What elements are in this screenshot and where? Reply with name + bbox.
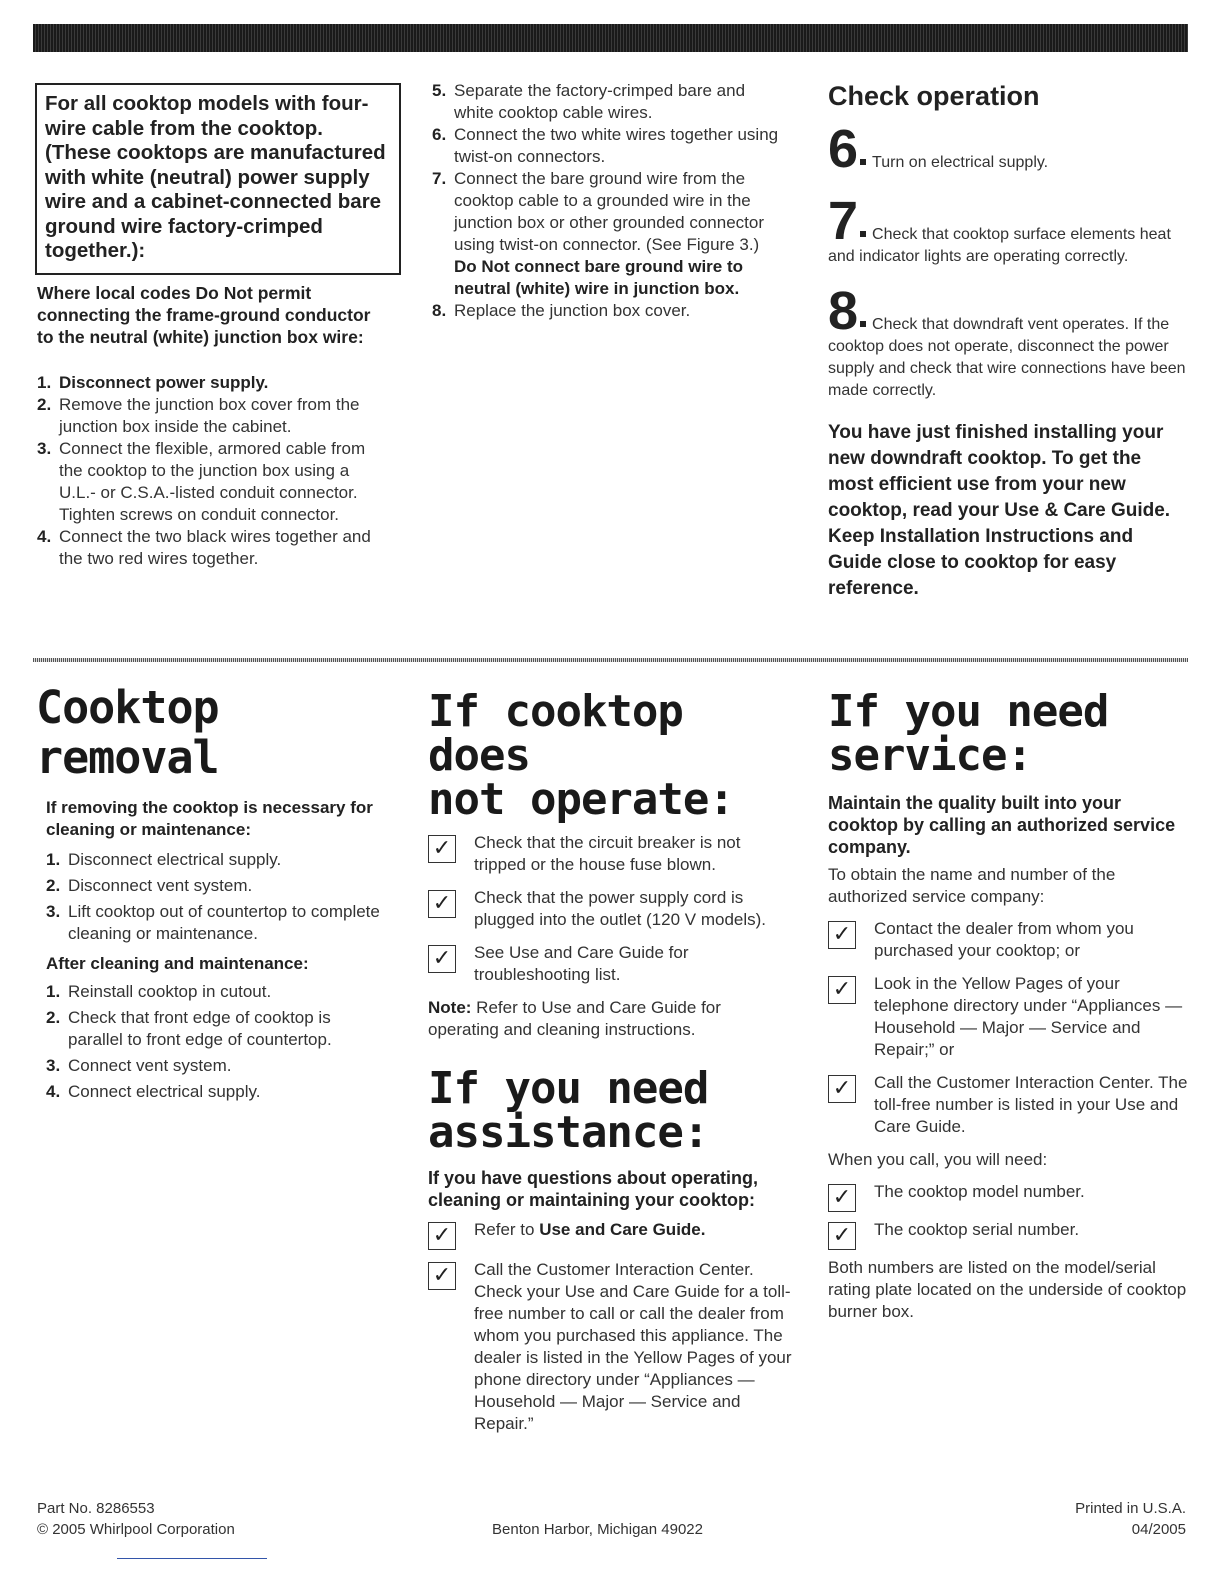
list-item [432,300,787,322]
list-item [828,1219,1188,1248]
step-text: Connect electrical supply. [68,1082,261,1101]
local-codes-subhead: Where local codes Do Not permit connecting the frame-ground conductor to the neutral (white) junction box wire: [37,283,371,347]
checkbox-checked-icon: ✓ [828,1075,856,1103]
list-item [46,847,381,873]
step-text: Connect the flexible, armored cable from the cooktop to the junction box using a U.L.- or C.S.A.-listed conduit connector. Tighten screws on conduit connector. [59,439,366,524]
check-text: See Use and Care Guide for troubleshooting list. [474,943,689,984]
checkbox-checked-icon: ✓ [828,976,856,1004]
check-operation-column [828,80,1190,602]
step-text: Remove the junction box cover from the junction box inside the cabinet. [59,395,360,436]
not-operate-title [428,686,793,825]
step-number: 1. [46,982,61,1001]
when-you-call: When you call, you will need: [828,1150,1048,1169]
title-line: service: [828,730,1032,781]
top-middle-column [432,80,787,322]
step-number: 2. [46,1008,61,1027]
checkbox-checked-icon: ✓ [828,1184,856,1212]
section-divider [33,658,1188,662]
check-text: Call the Customer Interaction Center. Check your Use and Care Guide for a toll-free number to call or call the dealer from whom you purchased this appliance. The dealer is listed in the Yellow Pages of your phone directory under “Appliances — Household — Major — Service and Repair.” [474,1260,792,1433]
list-item [432,168,787,300]
list-item [46,1079,381,1105]
list-item [828,973,1188,1061]
step-text: Separate the factory-crimped bare and white cooktop cable wires. [454,81,746,122]
check-text: Check that the power supply cord is plugged into the outlet (120 V models). [474,888,767,929]
check-text: Contact the dealer from whom you purchased your cooktop; or [874,919,1134,960]
step-big-number: 6 [828,119,859,179]
list-item [46,1053,381,1079]
step-number: 6. [432,125,447,144]
step-text: Check that cooktop surface elements heat and indicator lights are operating correctly. [828,226,1171,265]
list-item [428,1219,793,1248]
checkbox-checked-icon: ✓ [428,1222,456,1250]
assistance-intro: If you have questions about operating, cleaning or maintaining your cooktop: [428,1168,759,1210]
step-big-number: 7 [828,191,859,251]
bullet-icon [860,321,866,327]
step-big-number: 8 [828,281,859,341]
checkbox-checked-icon: ✓ [428,945,456,973]
step-text: Lift cooktop out of countertop to complete cleaning or maintenance. [68,902,380,943]
check-operation-title: Check operation [828,81,1040,111]
assistance-title [428,1063,793,1158]
step-number: 1. [46,850,61,869]
step-text: Turn on electrical supply. [872,154,1049,171]
step-number: 8. [432,301,447,320]
step-number: 2. [46,876,61,895]
step-text: Connect the bare ground wire from the cooktop cable to a grounded wire in the junction box or other grounded connector using twist-on connector. (See Figure 3.) [454,169,764,254]
list-item [46,873,381,899]
step-number: 3. [46,1056,61,1075]
step-text: Connect vent system. [68,1056,232,1075]
step-text: Check that downdraft vent operates. If the cooktop does not operate, disconnect the power supply and check that wire connections have been made correctly. [828,316,1186,399]
four-wire-boxed-note: For all cooktop models with four-wire cable from the cooktop. (These cooktops are manufactured with white (neutral) power supply wire and a cabinet-connected bare ground wire factory-crimped together.): [35,83,401,275]
step-text: Replace the junction box cover. [454,301,691,320]
step-text: Reinstall cooktop in cutout. [68,982,272,1001]
use-care-guide-ref: Use and Care Guide. [539,1220,706,1239]
step-text: Disconnect power supply. [59,373,269,392]
service-title [828,686,1188,781]
after-cleaning-steps [46,979,381,1105]
printed-in: Printed in U.S.A. [1075,1500,1186,1517]
note-text: Refer to Use and Care Guide for operating and cleaning instructions. [428,998,721,1039]
list-item [432,80,787,124]
step-text: Disconnect electrical supply. [68,850,282,869]
list-item [828,1181,1188,1210]
checkbox-checked-icon: ✓ [428,835,456,863]
note-label: Note: [428,998,472,1017]
step-number: 5. [432,81,447,100]
footer-rule [117,1558,267,1559]
title-line: assistance: [428,1107,709,1158]
print-date: 04/2005 [1131,1521,1186,1538]
step-text: Connect the two black wires together and the two red wires together. [59,527,371,568]
check-text: Look in the Yellow Pages of your telephone directory under “Appliances — Household — Major — Service and Repair;” or [874,974,1183,1059]
middle-lower-column [428,686,793,1446]
list-item [428,1259,793,1435]
check-text: The cooktop serial number. [874,1220,1080,1239]
ground-wire-warning: Do Not connect bare ground wire to neutral (white) wire in junction box. [454,257,744,298]
list-item [46,901,381,945]
not-operate-note [428,997,793,1041]
after-cleaning-head: After cleaning and maintenance: [46,954,309,973]
rating-plate-note: Both numbers are listed on the model/serial rating plate located on the underside of cooktop burner box. [828,1258,1187,1321]
step-text: Connect the two white wires together using twist-on connectors. [454,125,779,166]
title-line: If cooktop does [428,686,683,781]
part-number: Part No. 8286553 [37,1500,155,1517]
footer-right [1075,1498,1186,1540]
installation-complete-note: You have just finished installing your new downdraft cooktop. To get the most efficient use from your new cooktop, read your Use & Care Guide. Keep Installation Instructions and Guide close to cooktop for easy reference. [828,422,1171,599]
list-item [428,832,793,876]
check-text: Call the Customer Interaction Center. The toll-free number is listed in your Use and Care Guide. [874,1073,1188,1136]
list-item [46,979,381,1005]
list-item [37,394,382,438]
check-step-8 [828,281,1190,402]
top-middle-steps [432,80,787,322]
title-line: not operate: [428,774,734,825]
bullet-icon [860,231,866,237]
step-number: 2. [37,395,52,414]
checkbox-checked-icon: ✓ [828,921,856,949]
list-item [828,1072,1188,1138]
list-item [37,372,382,394]
checkbox-checked-icon: ✓ [428,890,456,918]
cooktop-removal-column [36,683,381,1105]
checkbox-checked-icon: ✓ [428,1262,456,1290]
step-number: 1. [37,373,52,392]
title-line: If you need [828,686,1109,737]
service-column [828,686,1188,1323]
check-text: Check that the circuit breaker is not tripped or the house fuse blown. [474,833,741,874]
step-number: 4. [37,527,52,546]
top-left-steps [37,372,382,570]
list-item [46,1007,381,1051]
step-text: Disconnect vent system. [68,876,253,895]
check-text: Refer to [474,1220,540,1239]
checkbox-checked-icon: ✓ [828,1222,856,1250]
list-item [428,887,793,931]
step-number: 3. [46,902,61,921]
removal-steps [46,847,381,945]
bullet-icon [860,159,866,165]
list-item [432,124,787,168]
copyright: © 2005 Whirlpool Corporation [37,1521,235,1538]
step-number: 7. [432,169,447,188]
list-item [37,526,382,570]
check-step-7 [828,191,1190,268]
check-text: The cooktop model number. [874,1182,1085,1201]
footer-city: Benton Harbor, Michigan 49022 [492,1521,703,1538]
cooktop-removal-title: Cooktop removal [36,681,219,784]
step-number: 3. [37,439,52,458]
footer-left [37,1498,235,1540]
title-line: If you need [428,1063,709,1114]
list-item [828,918,1188,962]
removal-intro: If removing the cooktop is necessary for cleaning or maintenance: [46,798,373,839]
obtain-text: To obtain the name and number of the authorized service company: [828,865,1116,906]
top-decorative-bar [33,24,1188,52]
step-number: 4. [46,1082,61,1101]
check-step-6 [828,119,1190,179]
list-item [428,942,793,986]
list-item [37,438,382,526]
top-left-column [37,282,382,570]
service-intro: Maintain the quality built into your cooktop by calling an authorized service company. [828,793,1176,857]
step-text: Check that front edge of cooktop is parallel to front edge of countertop. [68,1008,332,1049]
